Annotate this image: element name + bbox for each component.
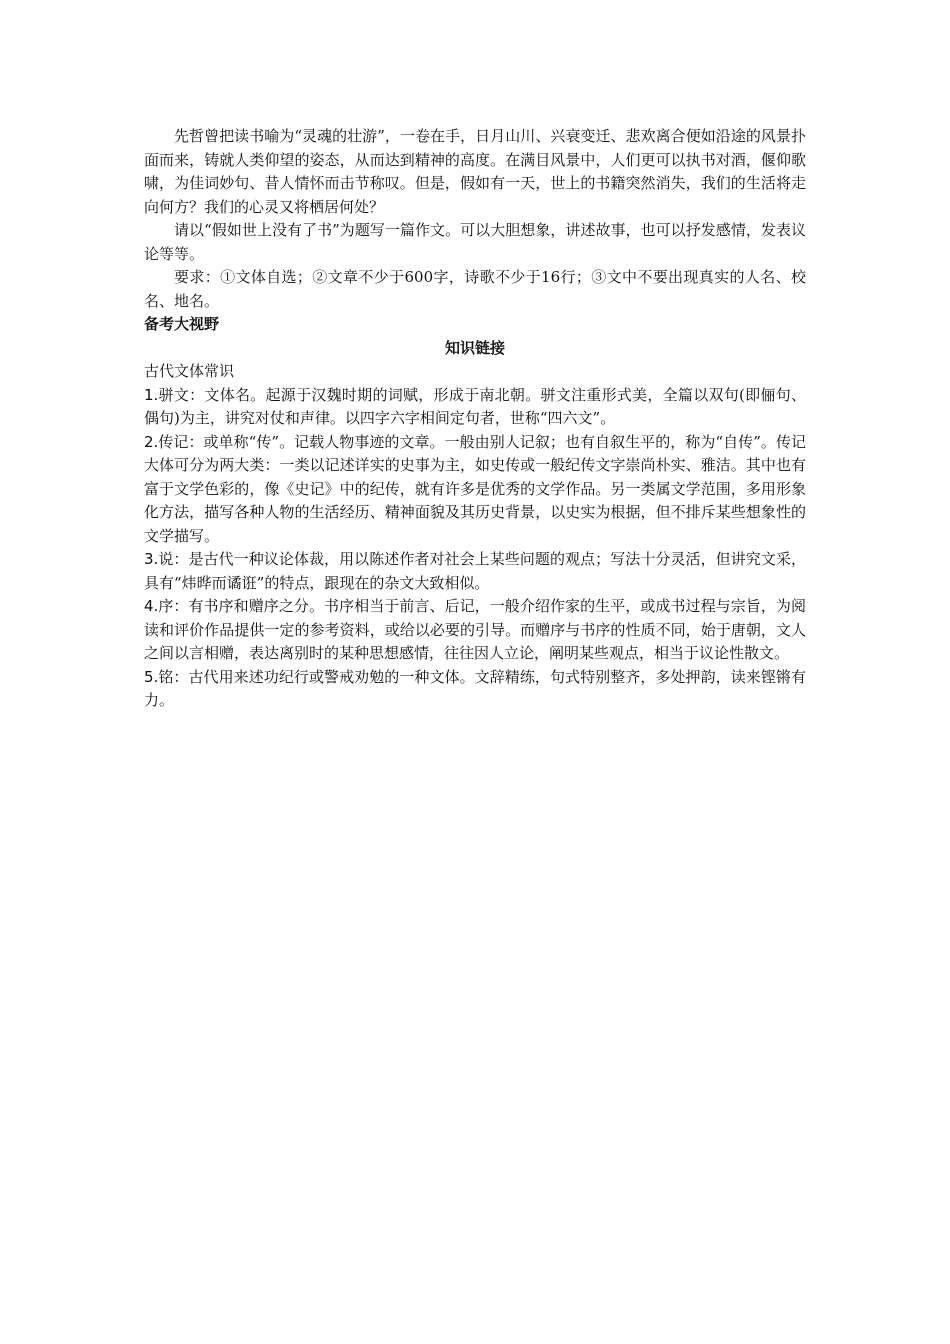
item-text: 说：是古代一种议论体裁，用以陈述作者对社会上某些问题的观点；写法十分灵活，但讲究文采，具有“炜晔而谲诳”的特点，跟现在的杂文大致相似。 [144,550,806,592]
item-number: 1. [144,385,159,404]
list-item [144,595,806,666]
item-number: 4. [144,597,159,615]
document-page [144,125,806,713]
subheading: 古代文体常识 [144,362,235,380]
list-item [144,666,806,713]
section-heading: 备考大视野 [144,315,220,333]
item-number: 2. [144,432,159,451]
item-text: 序：有书序和赠序之分。书序相当于前言、后记，一般介绍作家的生平，或成书过程与宗旨，为阅读和评价作品提供一定的参考资料，或给以必要的引导。而赠序与书序的性质不同，始于唐朝，文人之间以言相赠，表达离别时的某种思想感情，往往因人立论，阐明某些观点，相当于议论性散文。 [144,597,806,662]
item-text: 传记：或单称“传”。记载人物事迹的文章。一般由别人记叙；也有自叙生平的，称为“自传”。传记大体可分为两大类：一类以记述详实的史事为主，如史传或一般纪传文字崇尚朴实、雅洁。其中也有富于文学色彩的，像《史记》中的纪传，就有许多是优秀的文学作品。另一类属文学范围，多用形象化方法，描写各种人物的生活经历、精神面貌及其历史背景，以史实为根据，但不排斥某些想象性的文学描写。 [144,432,806,545]
list-item [144,548,806,595]
requirements-paragraph: 要求：①文体自选；②文章不少于600字，诗歌不少于16行；③文中不要出现真实的人名、校名、地名。 [144,268,806,310]
item-number: 5. [144,667,159,686]
knowledge-title: 知识链接 [444,338,505,357]
list-item [144,384,806,431]
item-text: 骈文：文体名。起源于汉魏时期的词赋，形成于南北朝。骈文注重形式美，全篇以双句(即俪句、偶句)为主，讲究对仗和声律。以四字六字相间定句者，世称“四六文”。 [144,385,806,427]
prompt-paragraph-2: 请以“假如世上没有了书”为题写一篇作文。可以大胆想象，讲述故事，也可以抒发感情，发表议论等等。 [144,221,806,263]
prompt-paragraph-1: 先哲曾把读书喻为“灵魂的壮游”，一卷在手，日月山川、兴衰变迁、悲欢离合便如沿途的风景扑面而来，铸就人类仰望的姿态，从而达到精神的高度。在满目风景中，人们更可以执书对酒，偃仰歌啸，为佳词妙句、昔人情怀而击节称叹。但是，假如有一天，世上的书籍突然消失，我们的生活将走向何方？我们的心灵又将栖居何处？ [144,127,806,216]
list-item [144,431,806,549]
item-number: 3. [144,550,159,568]
item-text: 铭：古代用来述功纪行或警戒劝勉的一种文体。文辞精练，句式特别整齐，多处押韵，读来铿锵有力。 [144,667,806,709]
